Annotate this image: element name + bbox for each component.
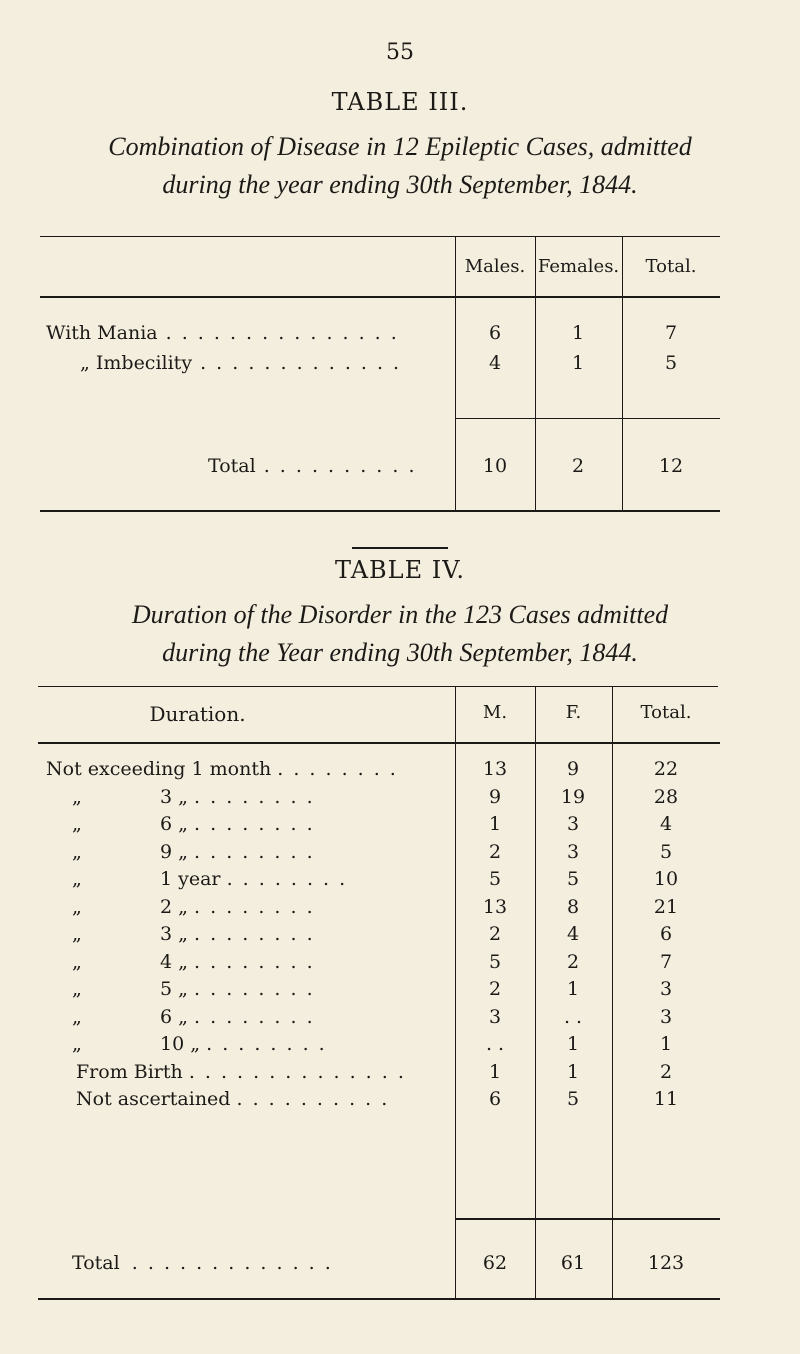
table4-row-label	[160, 813, 315, 835]
table3-col-females: Females.	[537, 256, 620, 277]
table4-ditto-mark: „	[72, 868, 82, 890]
table4-row-leader: . . . . . . . .	[194, 895, 315, 918]
table3-row-leader: . . . . . . . . . . . . .	[192, 352, 402, 374]
table4-cell-m: 1	[488, 813, 502, 835]
table3-total-leader: . . . . . . . . . .	[255, 455, 417, 477]
table4-row-label-text: 10 „	[160, 1033, 201, 1055]
table4-cell-m: 1	[488, 1060, 502, 1083]
table4-row-label	[160, 896, 315, 918]
table3-header-rule	[40, 296, 720, 298]
table4-caption-line2: during the Year ending 30th September, 1844.	[162, 638, 638, 667]
table4-row-label-text: 6 „	[160, 1005, 188, 1028]
table4-cell-total: 21	[653, 895, 679, 918]
table4-top-rule	[38, 686, 718, 687]
table4-row-leader: . . . . . . . .	[194, 978, 315, 1000]
table4-row-label-text: From Birth	[76, 1060, 183, 1083]
table4-row-leader: . . . . . . . .	[194, 1005, 315, 1028]
table4-row-label-text: 4 „	[160, 950, 188, 973]
table4-cell-total: 3	[659, 978, 673, 1000]
table4-ditto-mark: „	[72, 950, 82, 973]
table4-cell-m: 13	[482, 895, 508, 918]
table4-row-label-text: 2 „	[160, 895, 188, 918]
table3-row-label	[46, 322, 399, 344]
table4-total-leader: . . . . . . . . . . . . .	[131, 1252, 333, 1274]
table3-caption-line1: Combination of Disease in 12 Epileptic Cases, admitted	[108, 132, 692, 161]
table4-row-label-text: 3 „	[160, 785, 188, 808]
table4-col-duration: Duration.	[149, 702, 246, 726]
table4-cell-total: 28	[653, 785, 679, 808]
table3-cell-males: 6	[488, 322, 502, 344]
table4-row-label-text: 9 „	[160, 840, 188, 863]
table4-cell-total: 10	[653, 868, 679, 890]
table4-cell-m: 5	[488, 950, 502, 973]
table3-col-total: Total.	[645, 256, 697, 277]
table3-top-rule	[40, 236, 720, 237]
table4-col-m: M.	[482, 702, 508, 723]
table3-total-males: 10	[482, 455, 508, 477]
table4-ditto-mark: „	[72, 840, 82, 863]
table3-cell-total: 7	[664, 322, 678, 344]
table4-cell-m: 5	[488, 868, 502, 890]
table4-cell-m: 3	[488, 1005, 502, 1028]
table4-cell-f: 3	[566, 840, 580, 863]
table4-row-label-text: 6 „	[160, 813, 188, 835]
table4-row-leader: . . . . . . . .	[194, 923, 315, 945]
table4-row-label-text: Not exceeding 1 month	[46, 758, 272, 780]
table4-col-f: F.	[565, 702, 582, 723]
table4-heading: TABLE IV.	[335, 556, 465, 584]
table4-row-leader: . . . . . . . .	[226, 868, 348, 890]
table3-col-males: Males.	[464, 256, 526, 277]
table3-total-label	[208, 455, 416, 477]
table4-cell-f: 2	[566, 950, 580, 973]
table4-cell-m: 2	[488, 978, 502, 1000]
table4-cell-f: 5	[566, 1088, 580, 1110]
table4-total-f: 61	[560, 1252, 586, 1274]
table4-caption-line1: Duration of the Disorder in the 123 Cases admitted	[131, 600, 669, 629]
table4-total-label	[72, 1252, 333, 1274]
table4-cell-f: . .	[563, 1005, 583, 1028]
table4-cell-m: . .	[485, 1033, 505, 1055]
table4-row-leader: . . . . . . . .	[194, 840, 315, 863]
table4-total-m: 62	[482, 1252, 508, 1274]
table3-cell-females: 1	[571, 352, 585, 374]
table4-row-leader: . . . . . . . .	[194, 813, 315, 835]
table4-row-leader: . . . . . . . .	[194, 950, 315, 973]
table3-row-label-text: With Mania	[46, 322, 158, 344]
table4-ditto-mark: „	[72, 1033, 82, 1055]
table3-bottom-rule	[40, 510, 720, 512]
table4-cell-m: 6	[488, 1088, 502, 1110]
table4-cell-total: 3	[659, 1005, 673, 1028]
table4-row-leader: . . . . . . . . . . . . . .	[188, 1060, 406, 1083]
table4-cell-total: 2	[659, 1060, 673, 1083]
table4-row-label	[46, 758, 398, 780]
table4-row-label	[160, 841, 315, 863]
table4-ditto-mark: „	[72, 785, 82, 808]
table4-row-label	[160, 1033, 327, 1055]
table3-caption-line2: during the year ending 30th September, 1844.	[162, 170, 638, 199]
table3-cell-females: 1	[571, 322, 585, 344]
table3-total-label-text: Total	[208, 455, 256, 477]
table4-cell-f: 8	[566, 895, 580, 918]
table4-row-leader: . . . . . . . .	[277, 758, 398, 780]
table4-bottom-rule	[38, 1298, 720, 1300]
page-number: 55	[386, 40, 414, 65]
table4-row-label	[160, 1006, 315, 1028]
table4-row-label-text: 5 „	[160, 978, 188, 1000]
table3-cell-males: 4	[488, 352, 502, 374]
table4-cell-total: 11	[653, 1088, 679, 1110]
table3-total-total: 12	[658, 455, 684, 477]
table4-cell-total: 5	[659, 840, 673, 863]
table3-total-females: 2	[571, 455, 585, 477]
table4-total-total: 123	[647, 1252, 685, 1274]
table4-cell-total: 22	[653, 758, 679, 780]
table3-cell-total: 5	[664, 352, 678, 374]
table4-row-label-text: Not ascertained	[76, 1088, 231, 1110]
table4-row-label	[160, 923, 315, 945]
table4-cell-f: 4	[566, 923, 580, 945]
table3-row-label	[80, 352, 401, 374]
table4-cell-f: 9	[566, 758, 580, 780]
table4-row-label-text: 1 year	[160, 868, 221, 890]
table4-cell-m: 2	[488, 840, 502, 863]
table4-ditto-mark: „	[72, 978, 82, 1000]
table4-cell-total: 6	[659, 923, 673, 945]
table4-total-label-text: Total	[72, 1252, 120, 1274]
table3-subtotal-rule	[455, 418, 720, 419]
table3-row-leader: . . . . . . . . . . . . . . .	[157, 322, 399, 344]
table4-row-label	[160, 786, 315, 808]
table4-row-label	[76, 1061, 406, 1083]
table4-cell-total: 4	[659, 813, 673, 835]
table3-row-label-text: „ Imbecility	[80, 352, 193, 374]
table3-vline-2	[535, 236, 536, 510]
table4-cell-f: 1	[566, 1060, 580, 1083]
table4-row-label	[160, 951, 315, 973]
table4-cell-total: 7	[659, 950, 673, 973]
table3-vline-3	[622, 236, 623, 510]
table4-row-label	[76, 1088, 389, 1110]
table4-subtotal-rule	[455, 1218, 720, 1220]
table4-cell-f: 5	[566, 868, 580, 890]
table4-ditto-mark: „	[72, 813, 82, 835]
table4-cell-m: 2	[488, 923, 502, 945]
table4-row-label	[160, 978, 315, 1000]
table4-cell-f: 19	[560, 785, 586, 808]
table4-row-label-text: 3 „	[160, 923, 188, 945]
table4-cell-f: 1	[566, 1033, 580, 1055]
table4-col-total: Total.	[640, 702, 692, 723]
table4-ditto-mark: „	[72, 1005, 82, 1028]
table4-ditto-mark: „	[72, 895, 82, 918]
table4-cell-f: 3	[566, 813, 580, 835]
table3-heading: TABLE III.	[331, 88, 469, 116]
table4-cell-m: 13	[482, 758, 508, 780]
table4-ditto-mark: „	[72, 923, 82, 945]
table4-cell-f: 1	[566, 978, 580, 1000]
table4-row-leader: . . . . . . . . . .	[236, 1088, 390, 1110]
table4-header-rule	[38, 742, 720, 744]
table4-row-leader: . . . . . . . .	[206, 1033, 327, 1055]
table4-cell-total: 1	[659, 1033, 673, 1055]
table4-row-label	[160, 868, 347, 890]
table4-row-leader: . . . . . . . .	[194, 785, 315, 808]
section-separator	[352, 547, 448, 549]
table4-cell-m: 9	[488, 785, 502, 808]
